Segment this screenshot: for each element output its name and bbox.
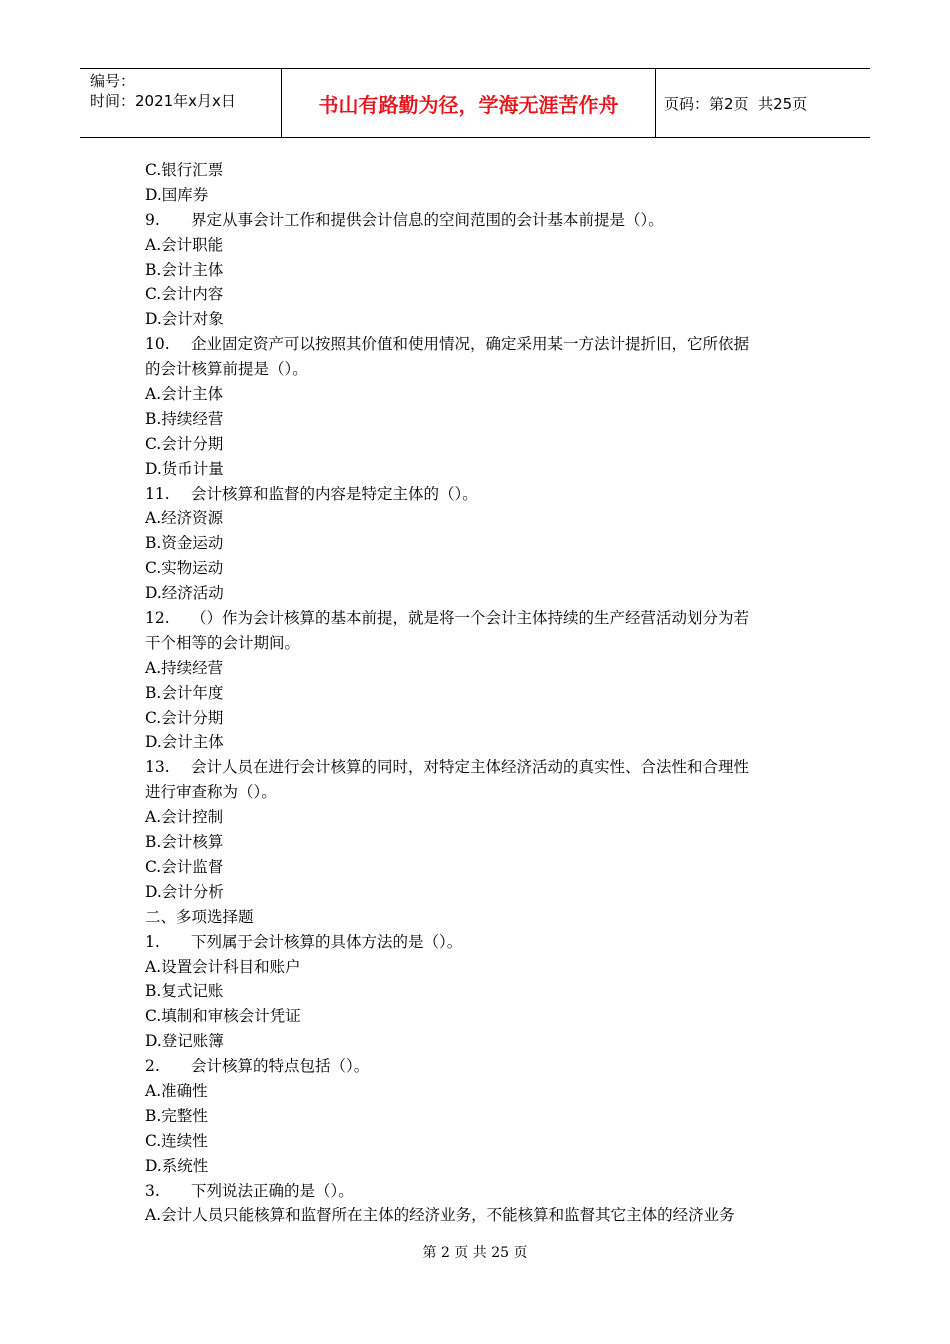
question-number: 13. — [145, 758, 170, 777]
text-line: A.会计人员只能核算和监督所在主体的经济业务，不能核算和监督其它主体的经济业务 — [145, 1206, 735, 1225]
question-text: 界定从事会计工作和提供会计信息的空间范围的会计基本前提是（）。 — [191, 210, 664, 229]
text-line: 二、多项选择题 — [145, 907, 254, 926]
text-line: A.准确性 — [145, 1081, 208, 1100]
question-line — [145, 1054, 825, 1079]
code-label: 编号： — [90, 72, 136, 90]
text-line: C.会计分期 — [145, 434, 224, 453]
question-line — [145, 930, 825, 955]
text-line: C.会计分期 — [145, 708, 224, 727]
question-number: 10. — [145, 335, 170, 354]
header-meta — [80, 69, 282, 137]
text-line: C.会计监督 — [145, 857, 224, 876]
text-line: D.货币计量 — [145, 459, 224, 478]
text-line: A.会计控制 — [145, 808, 224, 827]
text-line: A.设置会计科目和账户 — [145, 957, 301, 976]
document-body — [145, 158, 825, 1228]
page-label: 页码：第2页 共25页 — [664, 94, 808, 113]
page-indicator — [656, 69, 870, 137]
text-line: 干个相等的会计期间。 — [145, 633, 301, 652]
question-line — [145, 332, 825, 357]
text-line: C.填制和审核会计凭证 — [145, 1007, 301, 1026]
text-line: B.资金运动 — [145, 534, 224, 553]
text-line: B.复式记账 — [145, 982, 224, 1001]
text-line: D.国库券 — [145, 185, 209, 204]
question-text: 下列属于会计核算的具体方法的是（）。 — [191, 932, 463, 951]
question-line — [145, 606, 825, 631]
text-line: A.会计主体 — [145, 385, 224, 404]
text-line: C.会计内容 — [145, 285, 224, 304]
question-text: 下列说法正确的是（）。 — [191, 1181, 354, 1200]
question-line — [145, 755, 825, 780]
text-line: A.会计职能 — [145, 235, 224, 254]
question-line — [145, 208, 825, 233]
question-number: 2. — [145, 1057, 160, 1076]
question-number: 1. — [145, 932, 160, 951]
question-text: 企业固定资产可以按照其价值和使用情况，确定采用某一方法计提折旧，它所依据 — [191, 335, 750, 354]
question-number: 3. — [145, 1181, 160, 1200]
text-line: 进行审查称为（）。 — [145, 783, 277, 802]
text-line: B.会计年度 — [145, 683, 224, 702]
text-line: C.连续性 — [145, 1131, 208, 1150]
text-line: D.会计对象 — [145, 310, 224, 329]
text-line: D.系统性 — [145, 1156, 209, 1175]
text-line: D.经济活动 — [145, 584, 224, 603]
question-text: 会计核算和监督的内容是特定主体的（）。 — [191, 484, 478, 503]
question-line — [145, 482, 825, 507]
text-line: D.会计主体 — [145, 733, 224, 752]
motto: 书山有路勤为径，学海无涯苦作舟 — [282, 69, 656, 137]
text-line: D.登记账簿 — [145, 1032, 224, 1051]
page-footer: 第 2 页 共 25 页 — [422, 1245, 528, 1261]
text-line: B.会计主体 — [145, 260, 224, 279]
text-line: C.实物运动 — [145, 559, 224, 578]
question-number: 9. — [145, 210, 160, 229]
text-line: A.持续经营 — [145, 658, 224, 677]
question-text: 会计核算的特点包括（）。 — [191, 1057, 370, 1076]
text-line: A.经济资源 — [145, 509, 224, 528]
question-line — [145, 1179, 825, 1204]
question-text: 会计人员在进行会计核算的同时，对特定主体经济活动的真实性、合法性和合理性 — [191, 758, 750, 777]
time-label: 时间：2021年x月x日 — [90, 92, 236, 110]
question-number: 11. — [145, 484, 170, 503]
question-text: （）作为会计核算的基本前提，就是将一个会计主体持续的生产经营活动划分为若 — [191, 609, 750, 628]
page-header — [80, 68, 870, 138]
question-number: 12. — [145, 609, 170, 628]
text-line: D.会计分析 — [145, 882, 224, 901]
text-line: C.银行汇票 — [145, 161, 224, 179]
text-line: B.完整性 — [145, 1106, 208, 1125]
text-line: B.持续经营 — [145, 409, 224, 428]
text-line: 的会计核算前提是（）。 — [145, 360, 308, 379]
text-line: B.会计核算 — [145, 833, 224, 852]
